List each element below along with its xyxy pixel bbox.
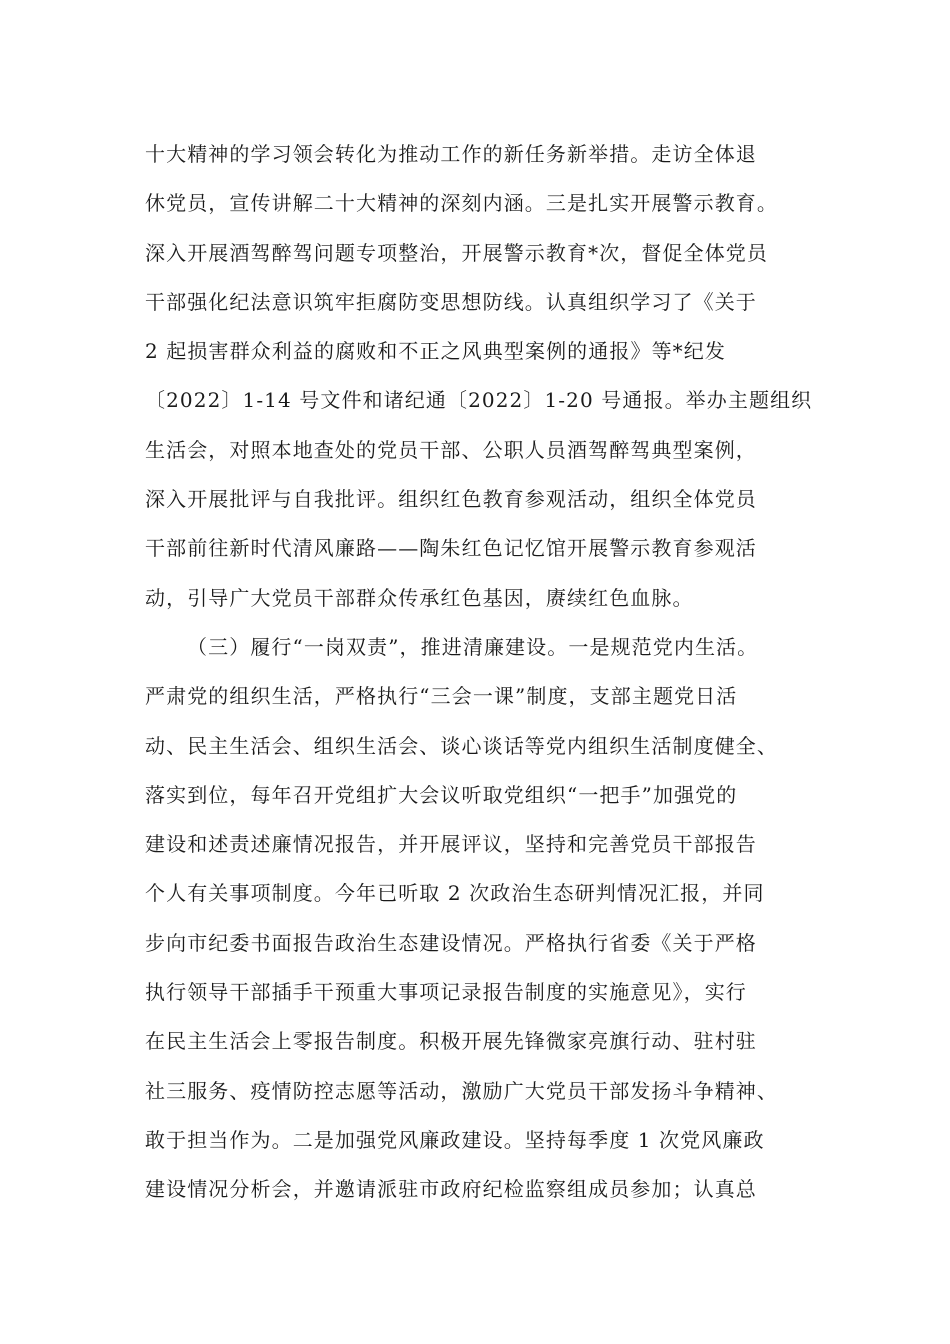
text-line: 2 起损害群众利益的腐败和不正之风典型案例的通报》等*纪发 [145, 339, 726, 364]
text-line: 动、民主生活会、组织生活会、谈心谈话等党内组织生活制度健全、 [145, 733, 778, 758]
text-line: 严肃党的组织生活，严格执行“三会一课”制度，支部主题党日活 [145, 684, 738, 709]
text-line: 动，引导广大党员干部群众传承红色基因，赓续红色血脉。 [145, 585, 694, 610]
text-line: 〔2022〕1-14 号文件和诸纪通〔2022〕1-20 号通报。举办主题组织 [145, 388, 813, 413]
text-line: 十大精神的学习领会转化为推动工作的新任务新举措。走访全体退 [145, 142, 757, 166]
text-line: 落实到位，每年召开党组扩大会议听取党组织“一把手”加强党的 [145, 782, 738, 807]
text-line: 执行领导干部插手干预重大事项记录报告制度的实施意见》，实行 [145, 980, 747, 1005]
text-line: 建设情况分析会，并邀请派驻市政府纪检监察组成员参加；认真总 [145, 1177, 757, 1202]
document-body [145, 135, 825, 1220]
text-line: 深入开展酒驾醉驾问题专项整治，开展警示教育*次，督促全体党员 [145, 240, 768, 265]
text-line: 建设和述责述廉情况报告，并开展评议，坚持和完善党员干部报告 [145, 832, 757, 857]
text-line: 休党员，宣传讲解二十大精神的深刻内涵。三是扎实开展警示教育。 [145, 191, 778, 216]
text-line: 个人有关事项制度。今年已听取 2 次政治生态研判情况汇报，并同 [145, 881, 765, 906]
text-line: 敢于担当作为。二是加强党风廉政建设。坚持每季度 1 次党风廉政 [145, 1127, 765, 1152]
text-line: 在民主生活会上零报告制度。积极开展先锋微家亮旗行动、驻村驻 [145, 1029, 757, 1054]
text-line: 生活会，对照本地查处的党员干部、公职人员酒驾醉驾典型案例， [145, 437, 757, 462]
section-heading-line: （三）履行“一岗双责”，推进清廉建设。一是规范党内生活。 [187, 634, 759, 659]
text-line: 步向市纪委书面报告政治生态建设情况。严格执行省委《关于严格 [145, 930, 757, 955]
text-line: 干部强化纪法意识筑牢拒腐防变思想防线。认真组织学习了《关于 [145, 289, 757, 314]
text-line: 深入开展批评与自我批评。组织红色教育参观活动，组织全体党员 [145, 487, 757, 512]
text-line: 干部前往新时代清风廉路——陶朱红色记忆馆开展警示教育参观活 [145, 536, 757, 561]
text-line: 社三服务、疫情防控志愿等活动，激励广大党员干部发扬斗争精神、 [145, 1078, 778, 1103]
